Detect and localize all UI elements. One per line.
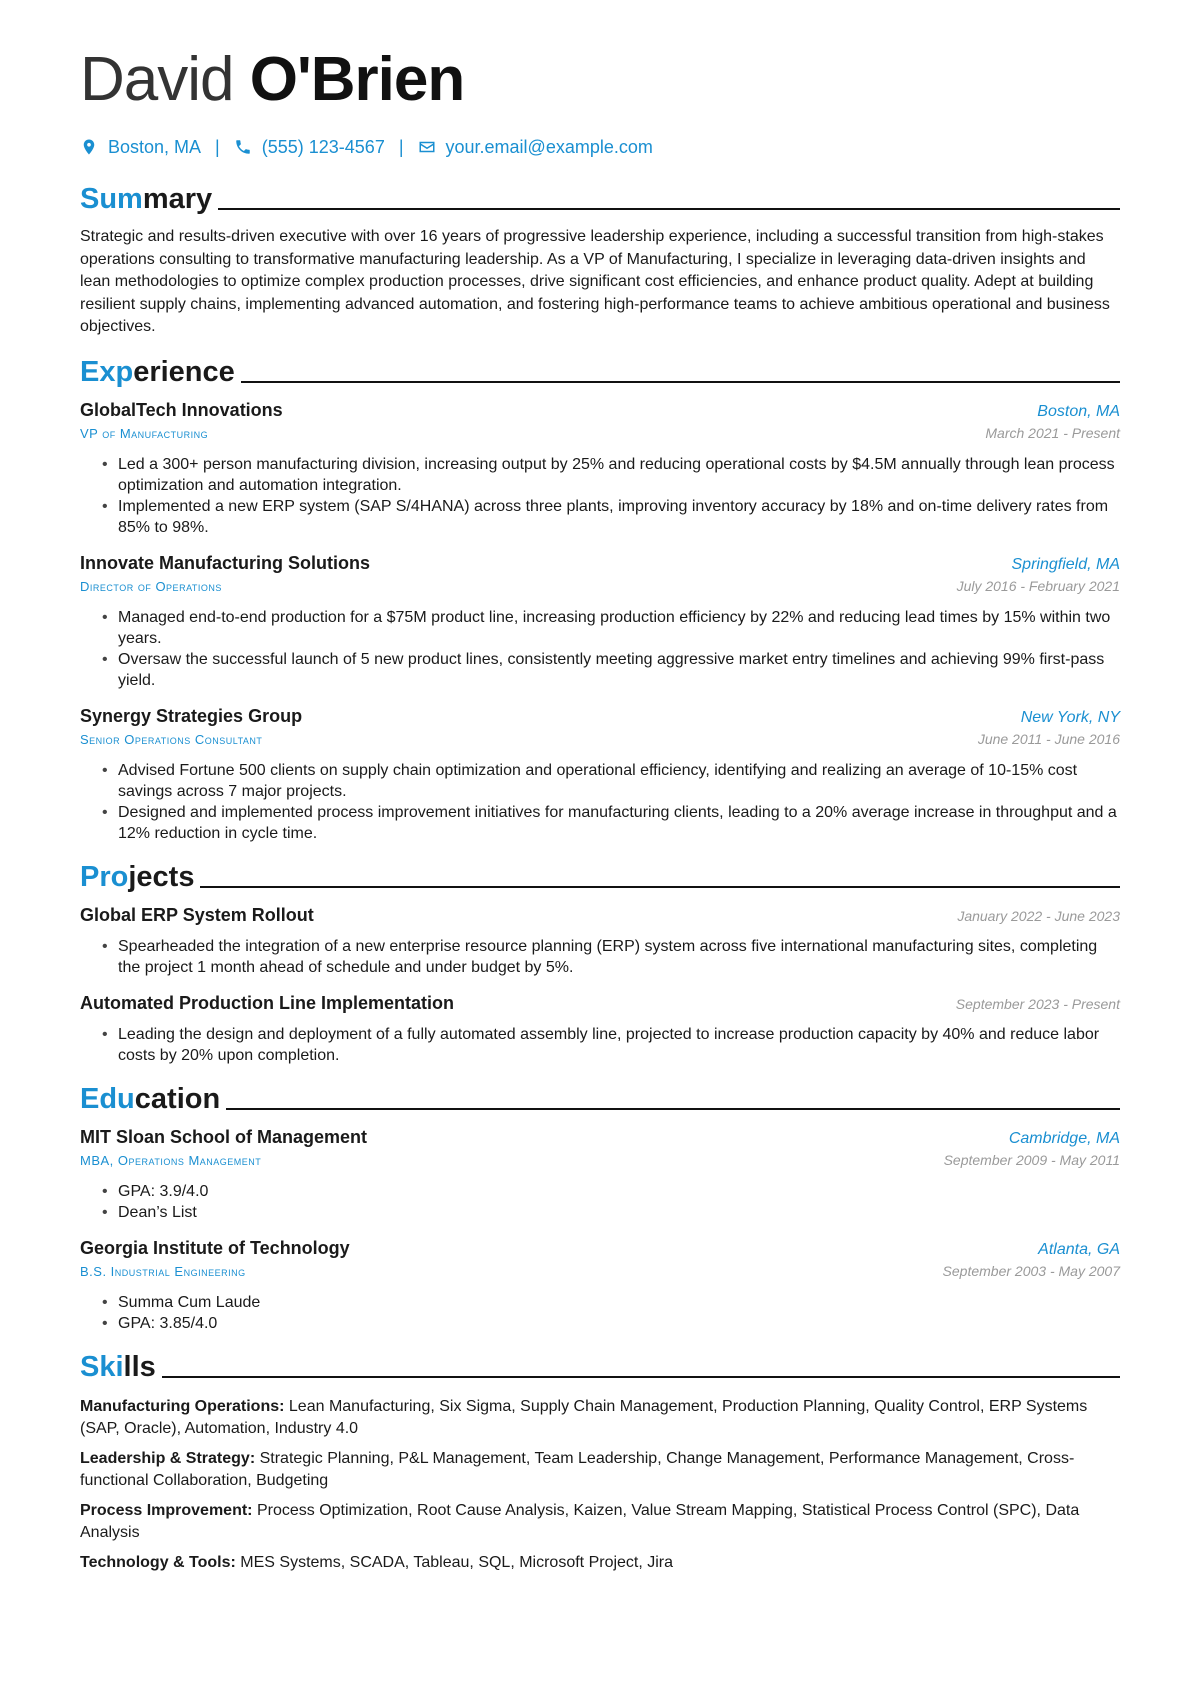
location-text: Boston, MA bbox=[108, 136, 202, 157]
skill-row bbox=[80, 1396, 1120, 1440]
email-link[interactable]: your.email@example.com bbox=[445, 136, 653, 157]
section-title bbox=[80, 860, 194, 894]
phone-text[interactable]: (555) 123-4567 bbox=[261, 136, 385, 157]
contact-separator: | bbox=[398, 136, 404, 157]
bullet-item: • Led a 300+ person manufacturing division, increasing output by 25% and reducing operational costs by $4.5M annually through lean process optimization and automation integration. bbox=[102, 454, 1120, 496]
section-title bbox=[80, 1350, 156, 1384]
education-dates: September 2009 - May 2011 bbox=[943, 1151, 1120, 1168]
education-entry bbox=[80, 1126, 1120, 1223]
skill-row bbox=[80, 1552, 1120, 1574]
skills-list bbox=[80, 1396, 1120, 1574]
education-entry bbox=[80, 1237, 1120, 1334]
contact-separator: | bbox=[215, 136, 220, 157]
section-title-rest: erience bbox=[133, 355, 235, 388]
section-title-rest: jects bbox=[128, 860, 195, 893]
section-title-accent: Edu bbox=[80, 1082, 135, 1115]
last-name: O'Brien bbox=[249, 45, 465, 114]
skill-row bbox=[80, 1448, 1120, 1492]
job-dates: July 2016 - February 2021 bbox=[956, 577, 1120, 594]
experience-entry bbox=[80, 705, 1120, 844]
section-rule bbox=[226, 1108, 1120, 1110]
school-name: Georgia Institute of Technology bbox=[80, 1237, 350, 1258]
degree: MBA, Operations Management bbox=[80, 1152, 262, 1168]
experience-entry bbox=[80, 399, 1120, 538]
job-dates: March 2021 - Present bbox=[985, 424, 1120, 441]
envelope-icon bbox=[418, 138, 436, 156]
section-rule bbox=[200, 886, 1120, 888]
bullet-list bbox=[102, 607, 1120, 691]
contact-phone[interactable] bbox=[234, 137, 385, 158]
section-title-accent: Exp bbox=[80, 355, 134, 388]
skill-category: Manufacturing Operations: bbox=[80, 1397, 285, 1415]
school-location: Atlanta, GA bbox=[1038, 1240, 1120, 1258]
job-location: New York, NY bbox=[1020, 708, 1120, 726]
section-title-accent: Sum bbox=[80, 183, 143, 215]
bullet-list bbox=[102, 1292, 1120, 1334]
section-title-rest: lls bbox=[123, 1350, 156, 1383]
bullet-item: • Summa Cum Laude bbox=[102, 1292, 1120, 1313]
bullet-list bbox=[102, 454, 1120, 538]
project-dates: September 2023 - Present bbox=[955, 995, 1120, 1012]
skill-items: Lean Manufacturing, Six Sigma, Supply Chain Management, Production Planning, Quality Control, ERP Systems (SAP, Oracle), Automation, Industry 4.0 bbox=[80, 1397, 1088, 1437]
phone-icon bbox=[234, 138, 252, 156]
job-dates: June 2011 - June 2016 bbox=[977, 730, 1120, 747]
skill-items: Process Optimization, Root Cause Analysis, Kaizen, Value Stream Mapping, Statistical Process Control (SPC), Data Analysis bbox=[80, 1501, 1080, 1541]
map-pin-icon bbox=[80, 138, 98, 156]
school-name: MIT Sloan School of Management bbox=[80, 1126, 368, 1147]
education-dates: September 2003 - May 2007 bbox=[942, 1262, 1120, 1279]
bullet-item: • Leading the design and deployment of a fully automated assembly line, projected to increase production capacity by 40% and reduce labor costs by 20% upon completion. bbox=[102, 1024, 1120, 1066]
section-rule bbox=[218, 208, 1120, 210]
section-title bbox=[80, 1082, 220, 1116]
skill-items: Strategic Planning, P&L Management, Team Leadership, Change Management, Performance Management, Cross-functional Collaboration, Budgeting bbox=[80, 1449, 1075, 1489]
summary-paragraph: Strategic and results-driven executive with over 16 years of progressive leadership experience, including a successful transition from high-stakes operations consulting to transformative manufacturing leadership. As a VP of Manufacturing, I specialize in leveraging data-driven insights and lean methodologies to optimize complex production processes, drive significant cost efficiencies, and enhance product quality. Adept at building resilient supply chains, implementing advanced automation, and fostering high-performance teams to achieve ambitious operational and business objectives. bbox=[80, 228, 1110, 335]
bullet-item: • GPA: 3.85/4.0 bbox=[102, 1313, 1120, 1334]
project-dates: January 2022 - June 2023 bbox=[957, 907, 1120, 924]
job-title: Director of Operations bbox=[80, 578, 222, 594]
employer-name: GlobalTech Innovations bbox=[80, 399, 283, 420]
candidate-name bbox=[80, 40, 1120, 120]
job-location: Boston, MA bbox=[1037, 402, 1120, 420]
bullet-item: • Spearheaded the integration of a new enterprise resource planning (ERP) system across five international manufacturing sites, completing the project 1 month ahead of schedule and under budget by 5%. bbox=[102, 936, 1120, 978]
job-title: VP of Manufacturing bbox=[80, 425, 209, 441]
section-title-accent: Pro bbox=[80, 860, 129, 893]
contact-email[interactable] bbox=[418, 137, 653, 158]
experience-entry bbox=[80, 552, 1120, 691]
project-entry bbox=[80, 992, 1120, 1066]
job-title: Senior Operations Consultant bbox=[80, 731, 263, 747]
project-entry bbox=[80, 904, 1120, 978]
degree: B.S. Industrial Engineering bbox=[80, 1263, 246, 1279]
section-summary-heading bbox=[80, 180, 1120, 216]
contact-location bbox=[80, 137, 201, 158]
bullet-item: • Dean’s List bbox=[102, 1202, 1120, 1223]
bullet-list bbox=[102, 936, 1120, 978]
bullet-item: • Advised Fortune 500 clients on supply chain optimization and operational efficiency, identifying and realizing an average of 10-15% cost savings across 7 major projects. bbox=[102, 760, 1120, 802]
section-title bbox=[80, 182, 212, 216]
skill-category: Leadership & Strategy: bbox=[80, 1449, 256, 1467]
project-name: Automated Production Line Implementation bbox=[80, 992, 455, 1013]
school-location: Cambridge, MA bbox=[1008, 1129, 1120, 1147]
bullet-item: • Implemented a new ERP system (SAP S/4HANA) across three plants, improving inventory accuracy by 18% and on-time delivery rates from 85% to 98%. bbox=[102, 496, 1120, 538]
resume-page bbox=[80, 40, 1120, 1582]
bullet-list bbox=[102, 1024, 1120, 1066]
skill-category: Technology & Tools: bbox=[80, 1553, 236, 1571]
bullet-list bbox=[102, 760, 1120, 844]
skill-category: Process Improvement: bbox=[80, 1501, 253, 1519]
bullet-item: • Managed end-to-end production for a $75M product line, increasing production efficiency by 22% and reducing lead times by 15% within two years. bbox=[102, 607, 1120, 649]
section-title bbox=[80, 355, 235, 389]
bullet-item: • Designed and implemented process improvement initiatives for manufacturing clients, leading to a 20% average increase in throughput and a 12% reduction in cycle time. bbox=[102, 802, 1120, 844]
bullet-item: • GPA: 3.9/4.0 bbox=[102, 1181, 1120, 1202]
section-rule bbox=[162, 1376, 1120, 1378]
first-name: David bbox=[80, 45, 234, 114]
skill-items: MES Systems, SCADA, Tableau, SQL, Microsoft Project, Jira bbox=[240, 1553, 674, 1571]
bullet-list bbox=[102, 1181, 1120, 1223]
contact-bar bbox=[80, 132, 1120, 162]
bullet-item: • Oversaw the successful launch of 5 new product lines, consistently meeting aggressive market entry timelines and achieving 99% first-pass yield. bbox=[102, 649, 1120, 691]
section-rule bbox=[241, 381, 1120, 383]
section-title-rest: mary bbox=[142, 183, 213, 215]
employer-name: Innovate Manufacturing Solutions bbox=[80, 552, 371, 573]
employer-name: Synergy Strategies Group bbox=[80, 705, 303, 726]
section-experience-heading bbox=[80, 353, 1120, 389]
section-education-heading bbox=[80, 1080, 1120, 1116]
skill-row bbox=[80, 1500, 1120, 1544]
job-location: Springfield, MA bbox=[1011, 555, 1120, 573]
section-skills-heading bbox=[80, 1348, 1120, 1384]
project-name: Global ERP System Rollout bbox=[80, 904, 314, 925]
section-title-accent: Ski bbox=[80, 1350, 124, 1383]
section-title-rest: cation bbox=[134, 1082, 221, 1115]
section-projects-heading bbox=[80, 858, 1120, 894]
